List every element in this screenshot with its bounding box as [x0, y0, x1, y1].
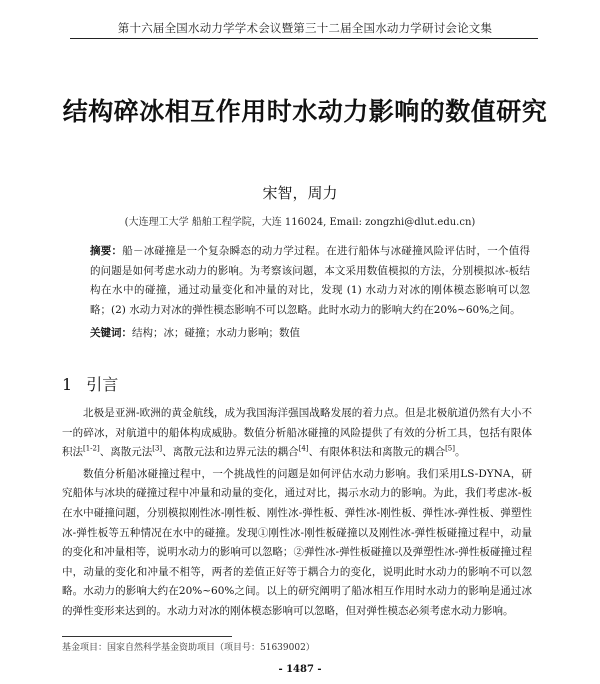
page-number: - 1487 -	[278, 664, 322, 675]
abstract-text: 船－冰碰撞是一个复杂瞬态的动力学过程。在进行船体与冰碰撞风险评估时，一个值得的问题是如何考虑水动力的影响。为考察该问题，本文采用数值模拟的方法，分别模拟冰-板结构在水中的碰撞，通过动量变化和冲量的对比，发现 (1) 水动力对冰的刚体模态影响可以忽略；(2) 水动力对冰的弹性模态影响不可以忽略。此时水动力的影响大约在20%~60%之间。	[90, 245, 531, 316]
paper-title: 结构碎冰相互作用时水动力影响的数值研究	[62, 97, 548, 126]
affiliation: (大连理工大学 船舶工程学院，大连 116024, Email: zongzhi@dlut.edu.cn)	[124, 217, 476, 228]
keywords-label: 关键词：	[90, 327, 132, 339]
authors: 宋智，周力	[262, 184, 338, 202]
header-rule	[70, 38, 538, 39]
paragraph: 北极是亚洲-欧洲的黄金航线，成为我国海洋强国战略发展的着力点。但是北极航道仍然有大小不一的碎冰，对航道中的船体构成威胁。数值分析船冰碰撞的风险提供了有效的分析工具，包括有限体积法[1-2]、离散元法[3]、离散元法和边界元法的耦合[4]、有限体积法和离散元的耦合[5]。	[62, 407, 532, 459]
section-title: 引言	[86, 375, 119, 394]
citation: [3]	[152, 444, 163, 453]
citation: [4]	[298, 444, 309, 453]
abstract-label: 摘要：	[90, 245, 123, 257]
keywords	[90, 325, 530, 340]
body-text	[62, 404, 532, 622]
keywords-text: 结构；冰；碰撞；水动力影响；数值	[132, 327, 300, 339]
citation: [5]	[445, 444, 455, 453]
section-number: 1	[62, 375, 73, 394]
running-header: 第十六届全国水动力学学术会议暨第三十二届全国水动力学研讨会论文集	[117, 21, 493, 35]
abstract	[90, 242, 530, 320]
paragraph: 数值分析船冰碰撞过程中，一个挑战性的问题是如何评估水动力影响。我们采用LS-DYNA，研究船体与冰块的碰撞过程中冲量和动量的变化，通过对比，揭示水动力的影响。为此，我们考虑冰-板在水中碰撞问题，分别模拟刚性冰-刚性板、刚性冰-弹性板、弹性冰-刚性板、弹性冰-弹性板、弹塑性冰-弹性板等五种情况在水中的碰撞。发现①刚性冰-刚性板碰撞以及刚性冰-弹性板碰撞过程中，动量的变化和冲量相等，说明水动力的影响可以忽略；②弹性冰-弹性板碰撞以及弹塑性冰-弹性板碰撞过程中，动量的变化和冲量不相等，两者的差值正好等于耦合力的变化，说明此时水动力的影响不可以忽略。水动力的影响大约在20%~60%之间。以上的研究阐明了船冰相互作用时水动力的影响是通过冰的弹性变形来达到的。水动力对冰的刚体模态影响可以忽略，但对弹性模态必须考虑水动力影响。	[62, 467, 532, 617]
section-heading	[62, 372, 118, 395]
footnote: 基金项目：国家自然科学基金资助项目（项目号：51639002）	[62, 643, 315, 653]
citation: [1-2]	[83, 444, 100, 453]
footnote-rule	[62, 636, 232, 637]
